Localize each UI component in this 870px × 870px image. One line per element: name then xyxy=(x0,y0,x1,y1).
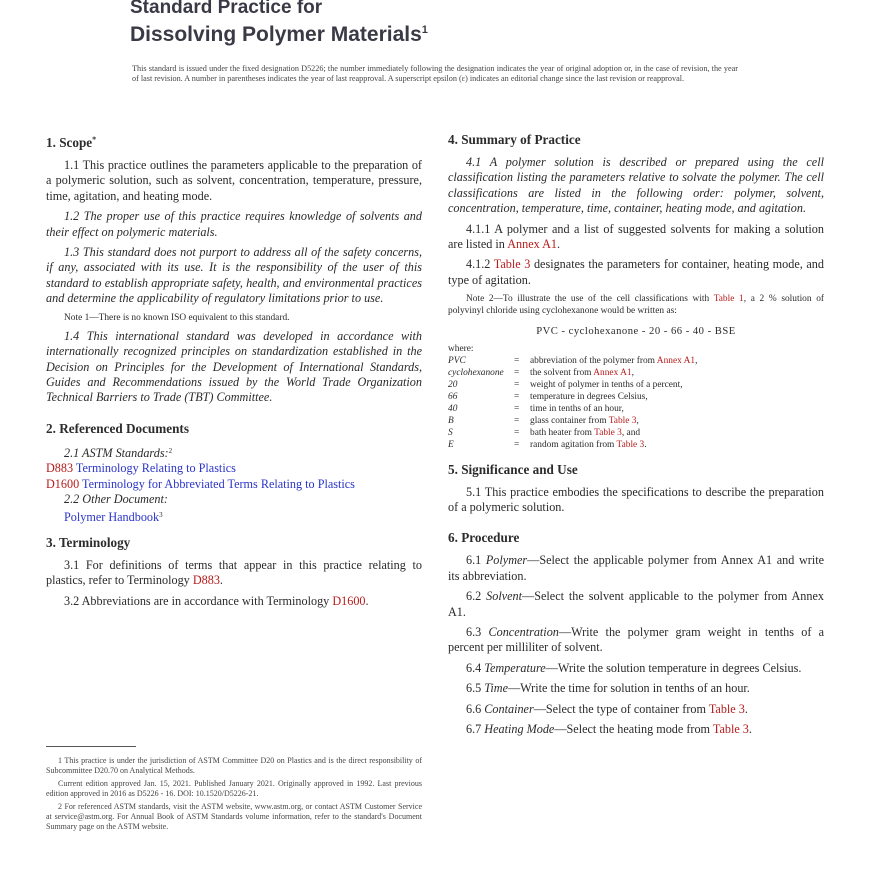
where-reference-link[interactable]: Table 3 xyxy=(616,440,645,451)
where-row xyxy=(448,379,824,391)
where-definition: weight of polymer in tenths of a percent, xyxy=(530,379,683,390)
paragraph-5-1: 5.1 This practice embodies the specifications to describe the preparation of a polymeric solution. xyxy=(448,484,824,514)
footnote-1-edition: Current edition approved Jan. 15, 2021. Published January 2021. Originally approved in 1992. Last previous edition approved in 2016 as D5226 - 16. DOI: 10.1520/D5226-21. xyxy=(46,778,422,799)
where-symbol: cyclohexanone xyxy=(448,367,504,378)
where-symbol: 66 xyxy=(448,392,458,403)
where-reference-link[interactable]: Annex A1 xyxy=(593,367,632,378)
reference-code[interactable]: D883 xyxy=(46,461,74,476)
table-3-link[interactable]: Table 3 xyxy=(493,257,531,272)
end: . xyxy=(744,701,748,716)
where-reference-link[interactable]: Table 3 xyxy=(594,428,622,439)
text: —Write the polymer gram weight in tenths of a percent per milliliter of solvent. xyxy=(448,624,825,655)
note-2-text: Note 2—To illustrate the use of the cell classifications with xyxy=(466,294,714,305)
where-row xyxy=(448,403,824,415)
num: 6.7 xyxy=(466,721,485,736)
paragraph-4-1-1-end: . xyxy=(557,237,561,252)
num: 6.4 xyxy=(466,660,485,675)
title-line-2-text: Dissolving Polymer Materials xyxy=(130,23,422,46)
reference-code[interactable]: D1600 xyxy=(46,476,80,491)
where-equals: = xyxy=(514,416,520,427)
where-definition: random agitation from xyxy=(530,440,617,451)
footnote-divider xyxy=(46,746,136,747)
designation-notice: This standard is issued under the fixed designation D5226; the number immediately following the designation indicates the year of original adoption or, in the case of revision, the year of last revision. A number in parentheses indicates the year of last reapproval. A superscript epsilon (ε) indicates an editorial change since the last revision or reapproval. xyxy=(132,64,738,84)
num: 6.5 xyxy=(466,681,485,696)
where-end: , xyxy=(636,416,639,427)
document-title xyxy=(130,0,428,46)
where-definition: glass container from xyxy=(530,416,609,427)
paragraph-2-1 xyxy=(46,444,422,461)
paragraph-1-2: 1.2 The proper use of this practice requires knowledge of solvents and their effect on polymeric materials. xyxy=(46,209,422,239)
paragraph-4-1: 4.1 A polymer solution is described or prepared using the cell classification listing the parameters relative to solvate the polymer. The cell classifications are listed in the following order: polymer, solvent, concentration, temperature, time, container, heating mode, and agitation. xyxy=(448,155,824,216)
where-reference-link[interactable]: Table 3 xyxy=(608,416,637,427)
where-equals: = xyxy=(514,404,520,415)
scope-heading-marker: * xyxy=(92,135,97,144)
paragraph-6-5 xyxy=(448,681,824,696)
text: —Write the solution temperature in degrees Celsius. xyxy=(545,660,802,675)
term-concentration: Concentration xyxy=(488,624,559,639)
where-label: where: xyxy=(448,343,474,354)
footnote-1: 1 This practice is under the jurisdiction of ASTM Committee D20 on Plastics and is the direct responsibility of Subcommittee D20.70 on Analytical Methods. xyxy=(46,756,422,776)
paragraph-6-4 xyxy=(448,661,824,676)
where-symbol: PVC xyxy=(448,355,466,366)
paragraph-1-3: 1.3 This standard does not purport to address all of the safety concerns, if any, associated with its use. It is the responsibility of the user of this standard to establish appropriate safety, health, and environmental practices and determine the applicability of regulatory limitations prior to use. xyxy=(46,245,422,306)
where-row xyxy=(448,367,824,379)
where-equals: = xyxy=(514,355,520,366)
annex-a1-link[interactable]: Annex A1 xyxy=(507,237,557,252)
footnotes xyxy=(46,756,422,835)
scope-heading-text: 1. Scope xyxy=(46,135,93,150)
title-footnote-marker: 1 xyxy=(421,24,428,36)
where-symbol: 20 xyxy=(448,379,458,390)
reference-title-link[interactable]: Terminology for Abbreviated Terms Relating to Plastics xyxy=(82,476,355,491)
text: —Select the heating mode from xyxy=(554,721,713,736)
where-end: . xyxy=(644,440,647,451)
where-row xyxy=(448,427,824,439)
where-definitions xyxy=(448,355,824,452)
title-line-2 xyxy=(130,19,428,46)
footnote-2: 2 For referenced ASTM standards, visit the ASTM website, www.astm.org, or contact ASTM Customer Service at service@astm.org. For Annual Book of ASTM Standards volume information, refer to the standard's Document Summary page on the ASTM website. xyxy=(46,801,422,832)
num: 6.6 xyxy=(466,701,485,716)
where-row xyxy=(448,355,824,367)
paragraph-6-2 xyxy=(448,589,824,620)
where-symbol: B xyxy=(448,416,454,427)
where-definition: abbreviation of the polymer from xyxy=(530,355,657,366)
where-end: , xyxy=(695,355,698,366)
section-heading-procedure: 6. Procedure xyxy=(448,530,520,546)
text: —Select the applicable polymer from Annex A1 and write its abbreviation. xyxy=(448,553,825,583)
right-column xyxy=(448,132,824,742)
paragraph-3-2 xyxy=(46,594,422,609)
num: 6.2 xyxy=(466,589,487,604)
section-heading-terminology: 3. Terminology xyxy=(46,534,131,550)
reference-link-d883[interactable]: D883 xyxy=(192,573,220,588)
paragraph-3-2-end: . xyxy=(365,593,369,608)
term-time: Time xyxy=(484,681,508,696)
where-equals: = xyxy=(514,367,520,378)
paragraph-4-1-1-text: 4.1.1 A polymer and a list of suggested solvents for making a solution are listed in xyxy=(448,221,824,252)
polymer-handbook-link[interactable]: Polymer Handbook xyxy=(64,509,160,524)
paragraph-3-1-end: . xyxy=(219,573,223,588)
paragraph-6-3 xyxy=(448,625,824,656)
term-heating-mode: Heating Mode xyxy=(484,721,555,736)
paragraph-4-1-2-number: 4.1.2 xyxy=(466,257,494,272)
table-3-link[interactable]: Table 3 xyxy=(712,721,749,736)
section-heading-significance: 5. Significance and Use xyxy=(448,461,578,477)
cell-classification-formula: PVC - cyclohexanone - 20 - 66 - 40 - BSE xyxy=(536,325,736,337)
where-definition: temperature in degrees Celsius, xyxy=(530,392,648,403)
where-row xyxy=(448,391,824,403)
where-definition: time in tenths of an hour, xyxy=(530,404,624,415)
section-heading-referenced-documents: 2. Referenced Documents xyxy=(46,420,189,436)
table-3-link[interactable]: Table 3 xyxy=(708,701,745,716)
where-equals: = xyxy=(514,379,520,390)
reference-polymer-handbook[interactable] xyxy=(46,508,422,525)
paragraph-4-1-2 xyxy=(448,257,824,288)
paragraph-6-1 xyxy=(448,553,824,584)
reference-d1600[interactable] xyxy=(46,477,422,492)
paragraph-4-1-2-text: designates the parameters for container, heating mode, and type of agitation. xyxy=(448,257,824,287)
paragraph-3-1-text: 3.1 For definitions of terms that appear in this practice relating to plastics, refer to Terminology xyxy=(46,557,422,588)
term-polymer: Polymer xyxy=(485,553,528,568)
paragraph-1-1: 1.1 This practice outlines the parameters applicable to the preparation of a polymeric solution, such as solvent, concentration, temperature, pressure, time, agitation, and heating mode. xyxy=(46,158,422,203)
where-row xyxy=(448,439,824,451)
reference-link-d1600[interactable]: D1600 xyxy=(332,593,366,608)
handbook-footnote-marker: 3 xyxy=(159,510,163,519)
note-2-end: , a 2 % solution of polyvinyl chloride using cyclohexanone would be written as: xyxy=(448,294,825,317)
where-definition: the solvent from xyxy=(530,367,594,378)
paragraph-2-2 xyxy=(46,492,422,507)
term-temperature: Temperature xyxy=(484,660,546,675)
where-symbol: E xyxy=(448,440,454,451)
note-1: Note 1—There is no known ISO equivalent to this standard. xyxy=(64,312,290,323)
term-container: Container xyxy=(484,701,534,716)
reference-title-link[interactable]: Terminology Relating to Plastics xyxy=(75,461,236,476)
num: 6.3 xyxy=(466,624,489,639)
where-equals: = xyxy=(514,440,520,451)
title-line-1: Standard Practice for xyxy=(130,0,323,18)
table-1-link[interactable]: Table 1 xyxy=(713,294,744,305)
astm-footnote-marker: 2 xyxy=(168,446,173,455)
paragraph-6-6 xyxy=(448,702,824,717)
where-row xyxy=(448,415,824,427)
num: 6.1 xyxy=(466,553,486,568)
where-end: , and xyxy=(621,428,641,439)
note-2 xyxy=(448,293,824,317)
term-solvent: Solvent xyxy=(486,589,523,604)
paragraph-3-2-text: 3.2 Abbreviations are in accordance with Terminology xyxy=(64,593,333,608)
where-reference-link[interactable]: Annex A1 xyxy=(656,355,696,366)
where-symbol: 40 xyxy=(448,404,458,415)
section-heading-scope xyxy=(46,132,422,151)
where-symbol: S xyxy=(448,428,453,439)
text: —Select the solvent applicable to the polymer from Annex A1. xyxy=(448,589,824,619)
text: —Write the time for solution in tenths of an hour. xyxy=(507,681,750,696)
where-equals: = xyxy=(514,392,520,403)
where-equals: = xyxy=(514,428,520,439)
paragraph-4-1-1 xyxy=(448,222,824,253)
end: . xyxy=(748,721,752,736)
left-column xyxy=(46,132,422,614)
where-definition: bath heater from xyxy=(530,428,595,439)
paragraph-6-7 xyxy=(448,722,824,737)
where-end: , xyxy=(631,367,634,378)
text: —Select the type of container from xyxy=(533,701,709,716)
paragraph-1-4: 1.4 This international standard was developed in accordance with internationally recognized principles on standardization established in the Decision on Principles for the Development of International Standards, Guides and Recommendations issued by the World Trade Organization Technical Barriers to Trade (TBT) Committee. xyxy=(46,328,422,405)
section-heading-summary: 4. Summary of Practice xyxy=(448,132,581,147)
reference-d883[interactable] xyxy=(46,461,422,476)
other-document-label: 2.2 Other Document: xyxy=(64,492,168,507)
astm-standards-label: 2.1 ASTM Standards: xyxy=(64,445,169,460)
paragraph-3-1 xyxy=(46,558,422,589)
